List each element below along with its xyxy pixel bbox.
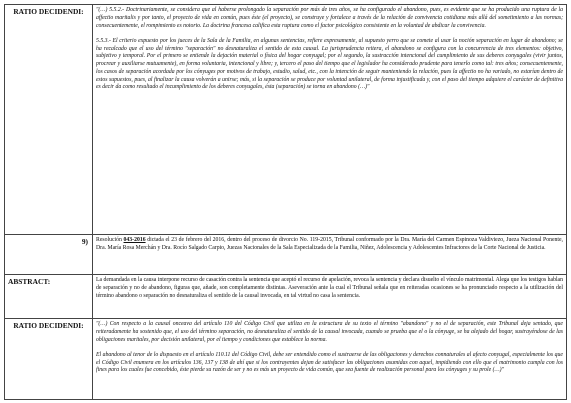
row-content [96, 235, 563, 274]
jurisprudence-table [4, 4, 567, 400]
resolution-number: 043-2016 [123, 237, 146, 243]
text-part: Resolución [96, 237, 124, 243]
row-content: La demandada en la causa interpone recurso de casación contra la sentencia que aceptó el recurso de apelación, revoca la sentencia y declara disuelto el vínculo matrimonial. Alega que los testigos hablan de separación y no de abandono, figuras que, añade, son completamente distintas. Aseveración ante la cual el Tribunal señala que en reiteradas ocasiones se ha pronunciado respecto a la utilización del término abandono o separación no desnaturaliza el sentido de la causal invocada, en tal virtud no casa la sentencia. [96, 277, 563, 299]
paragraph: El abandono al tenor de lo dispuesto en el artículo 110.11 del Código Civil, debe ser entendido como el sustraerse de las obligaciones y derechos connaturales al afecto conyugal, especialmente los que el Código Civil enumera en los artículos 136, 137 y 138 de ahí que si los contrayentes dejan de satisfacer las obligaciones asumidas con aquel, impidiendo con ello que el matrimonio cumpla con los fines para los cuales fue concebido, éste pierde su razón de ser y no es más un proyecto de vida común, que sea fuente de realización personal para los cónyuges y su prole (…)" [96, 351, 563, 374]
paragraph: "(…) Con respecto a la causal onceava del artículo 110 del Código Civil que utiliza en la estructura de su texto el término "abandono" y no el de separación, este Tribunal deja sentado, que reiteradamente ha sostenido que, el uso del término separación, no desnaturaliza el sentido de la causal invocada, cuando se prueba que el o la cónyuge, se ha alejado del hogar, sustrayéndose de las obligaciones maritales, por decisión unilateral, por el tiempo y condiciones que establece la norma. [96, 321, 563, 343]
row-content [96, 5, 563, 234]
row-label: RATIO DECIDENDI: [5, 319, 93, 400]
paragraph: 5.5.3.- El criterio expuesto por los jueces de la Sala de la Familia, en algunas sentencias, refiere expresamente, al supuesto yerro que se comete al usar la noción separación en lugar de abandono; se ha recalcado que el uso del término "separación" no desnaturaliza el sentido de esta causal. La jurisprudencia reitera, el abandono se configura con la concurrencia de tres elementos: objetivo, subjetivo y temporal. Por el primero se entiende la dejación material o física del hogar conyugal; por el segundo, la sustracción intencional del cumplimiento de sus deberes conyugales (vivir juntos, procrear y auxiliarse mutuamente), en forma voluntaria, intencional y libre; y, tercero el paso del tiempo que el legislador ha considerado prudente para tenerlo como tal: tres años; consecuentemente, los casos de separación acordada por los cónyuges por motivos de trabajo, estudio, salud, etc., con la intención de seguir manteniendo la relación, pues la affectio no ha variado, no estarían dentro de estos supuestos, pues, al finalizar la causa volverán a unirse; más, si la separación se produce por voluntad unilateral, de forma injustificada y, con el paso del tiempo adquiere el carácter de definitiva es decir da como resultado el incumplimiento de los deberes conyugales, ésta (separación) se torna en abandono (…)" [96, 37, 563, 91]
table-row [5, 275, 566, 319]
row-content [96, 319, 563, 400]
text-part: dictada el 23 de febrero del 2016, dentro del proceso de divorcio No. 119-2015, Tribunal conformado por la Dra. María del Carmen Espinoza Valdiviezo, Jueza Nacional Ponente, Dra. María Rosa Merchán y Dra. Rocío Salgado Carpio, Juezas Nacionales de la Sala Especializada de la Familia, Niñez, Adolescencia y Adolescentes Infractores de la Corte Nacional de Justicia. [96, 237, 563, 251]
row-label: ABSTRACT: [5, 275, 93, 318]
row-label: RATIO DECIDENDI: [5, 5, 93, 234]
row-label: 9) [5, 235, 93, 274]
table-row [5, 235, 566, 275]
paragraph: "(…) 5.5.2.- Doctrinariamente, se considera que al haberse prolongado la separación por más de tres años, se ha configurado el abandono, pues, es evidente que se ha producido una ruptura de la affectio maritalis y por tanto, el proyecto de vida en común, pues éste (el proyecto), se construye y fortalece a través de la relación de convivencia cotidiana más allá del sometimiento a las normas; consecuentemente, el rompimiento es notorio. La doctrina francesa califica esta ruptura como el factor psicológico consistente en la voluntad de abdicar la convivencia. [96, 7, 563, 29]
table-row [5, 319, 566, 400]
table-row [5, 5, 566, 235]
